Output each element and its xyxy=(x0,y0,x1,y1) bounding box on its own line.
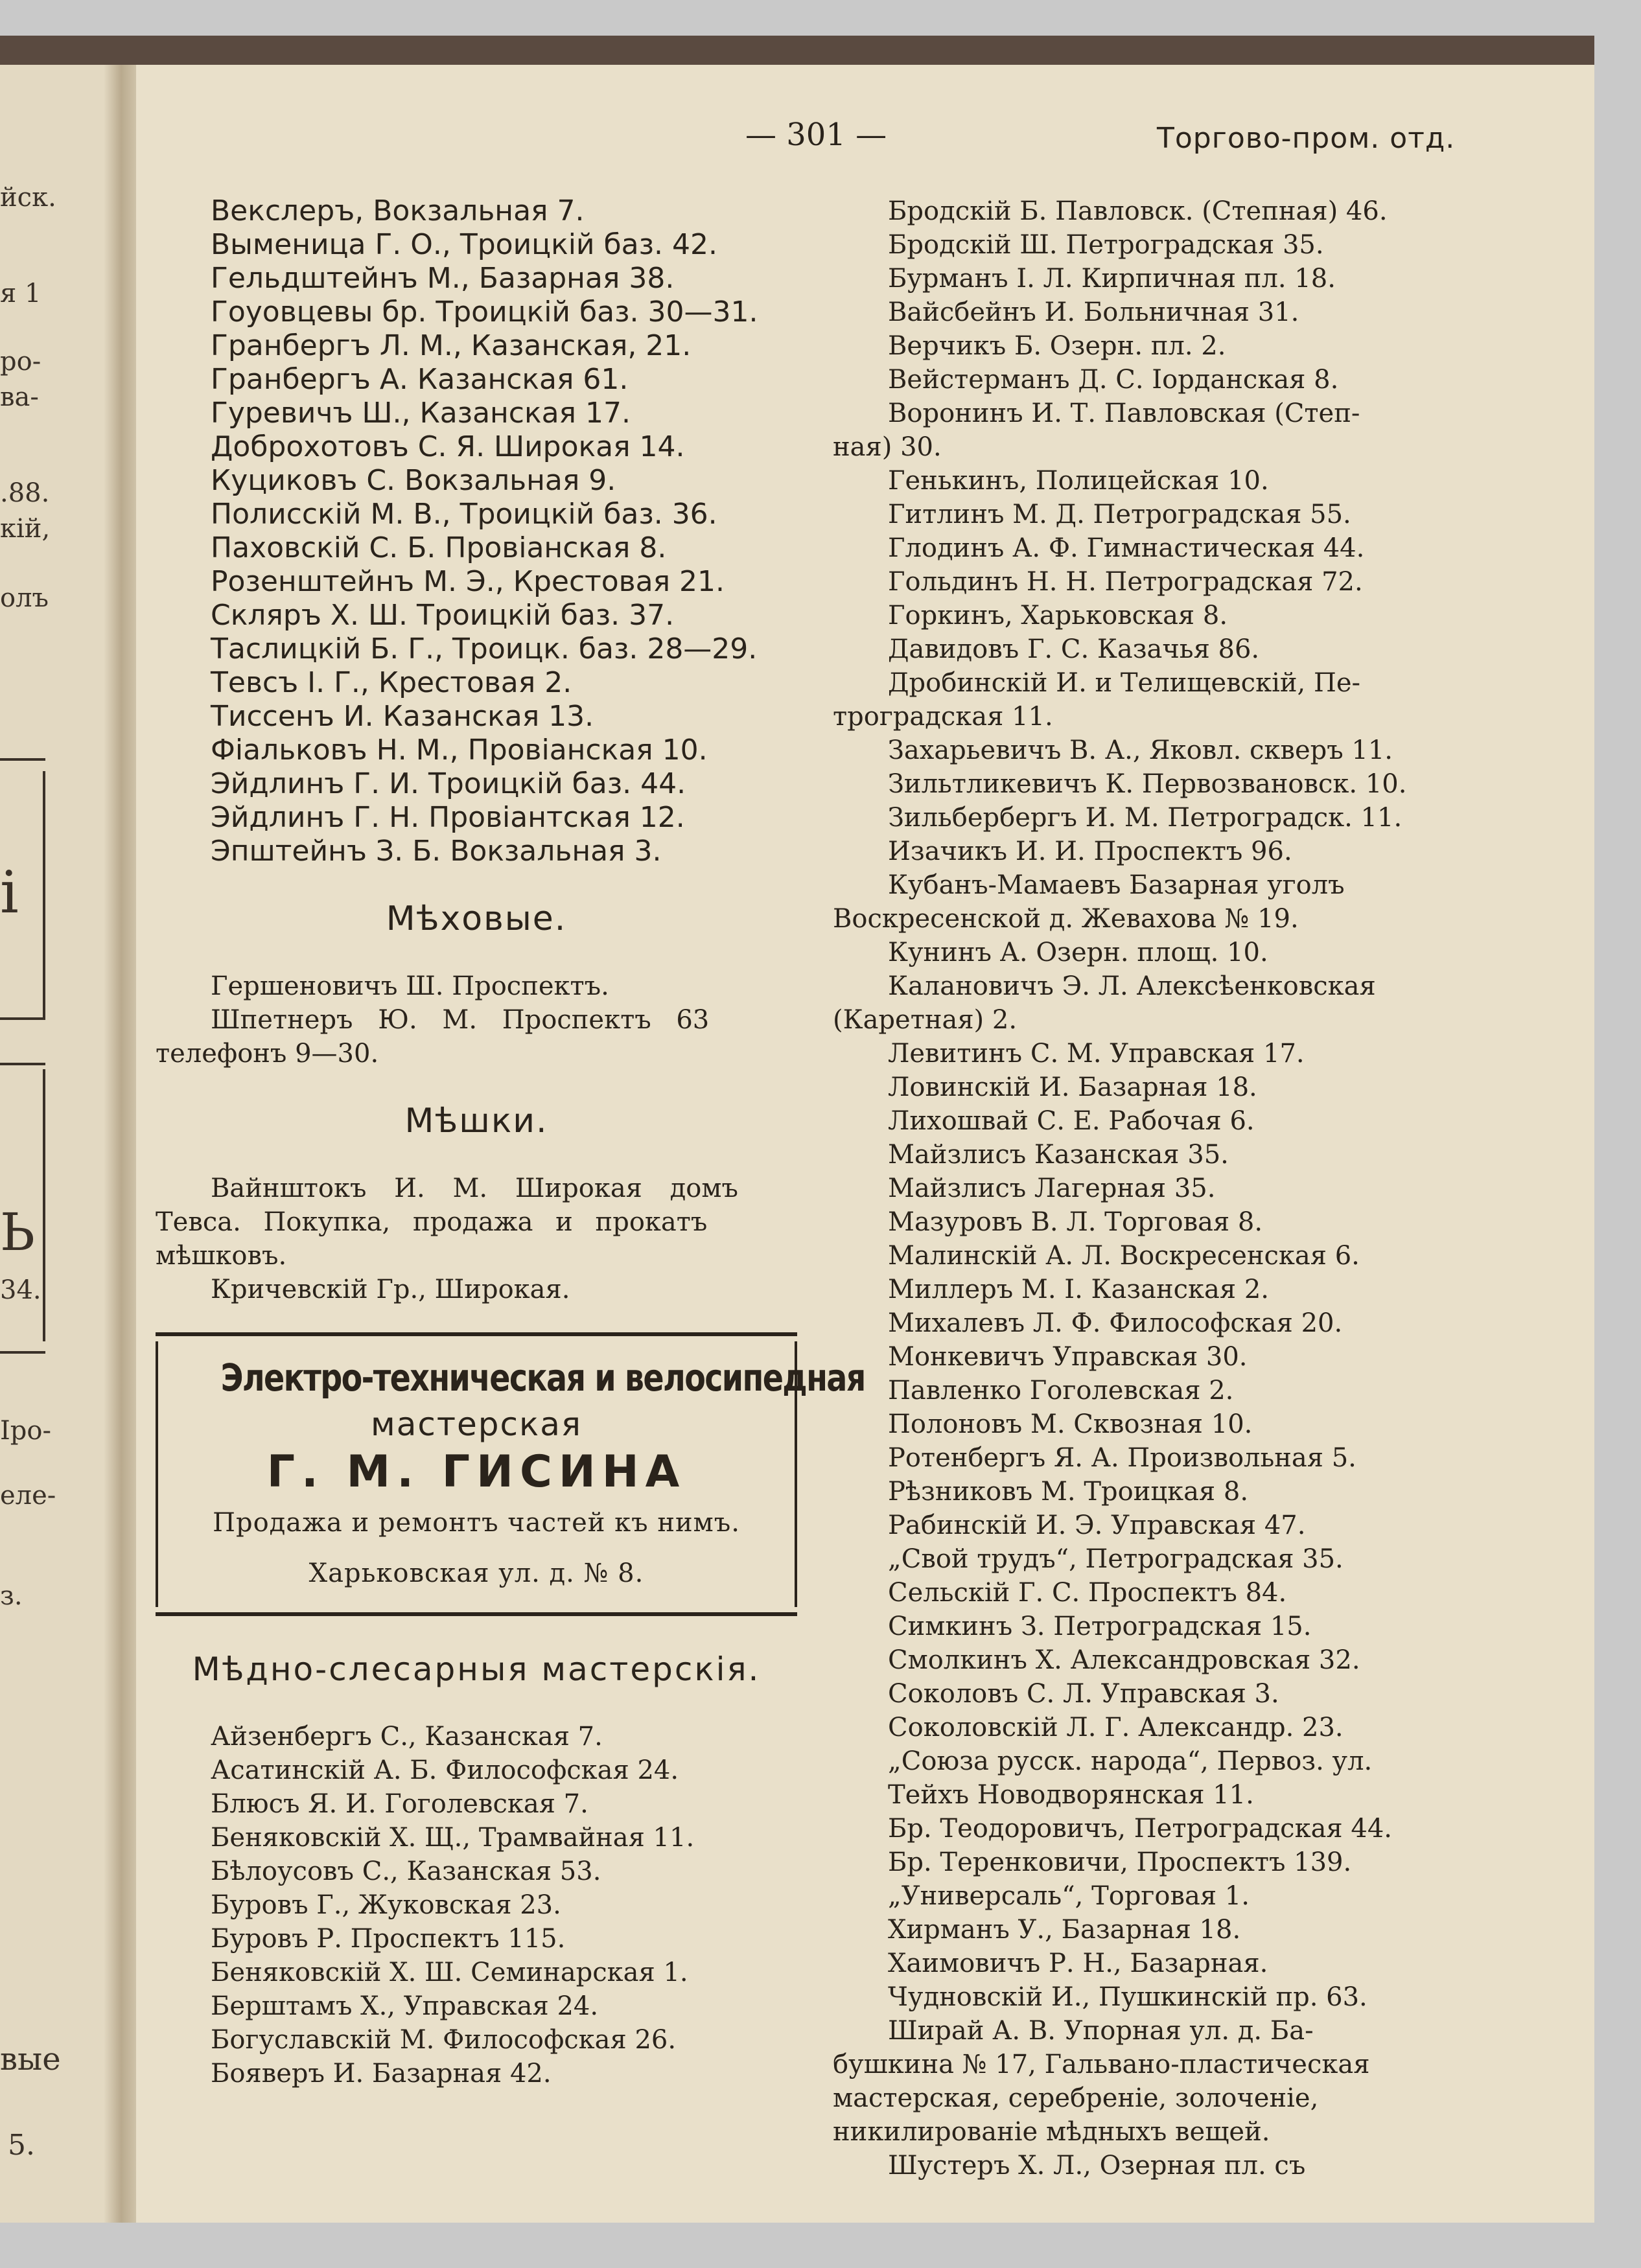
listing-entry xyxy=(833,1879,1478,1913)
ad-title: Электро-техническая и велосипедная xyxy=(220,1356,865,1400)
listing-entry: Буровъ Г., Жуковская 23. xyxy=(211,1890,561,1920)
listing-entry xyxy=(833,1407,1478,1441)
listing-entry-text: „Универсаль“, Торговая 1. xyxy=(888,1881,1250,1911)
left-fragment: з. xyxy=(0,1581,23,1611)
listing-entry: Берштамъ Х., Управская 24. xyxy=(211,1991,599,2021)
listing-entry: Бояверъ И. Базарная 42. xyxy=(211,2059,552,2089)
listing-entry xyxy=(833,397,1478,464)
listing-entry: Айзенбергъ С., Казанская 7. xyxy=(211,1722,603,1752)
left-fragment: еле- xyxy=(0,1481,56,1510)
listing-entry-continuation: (Каретная) 2. xyxy=(833,1005,1018,1035)
left-fragment: і xyxy=(0,859,19,927)
listing-entry-text: Кунинъ А. Озерн. площ. 10. xyxy=(888,938,1268,967)
listing-entry xyxy=(833,1812,1478,1846)
listing-entry xyxy=(833,632,1478,666)
listing-entry: Бѣлоусовъ С., Казанская 53. xyxy=(211,1857,601,1886)
listing-entry: телефонъ 9—30. xyxy=(156,1039,379,1069)
listing-entry xyxy=(833,767,1478,801)
listing-entry-continuation: бушкина № 17, Гальвано-пластическая мастерская, серебреніе, золоченіе, никилированіе мѣдныхъ вещей. xyxy=(833,2050,1370,2147)
listing-entry-text: Зильбербергъ И. М. Петроградск. 11. xyxy=(888,803,1402,833)
listing-entry-text: Миллеръ М. І. Казанская 2. xyxy=(888,1275,1269,1304)
left-fragment: ро- xyxy=(0,347,41,376)
listing-entry xyxy=(833,262,1478,295)
listing-entry: Тевсъ І. Г., Крестовая 2. xyxy=(211,666,572,699)
listing-entry xyxy=(833,498,1478,531)
listing-entry xyxy=(833,835,1478,868)
listing-entry-text: Смолкинъ Х. Александровская 32. xyxy=(888,1645,1360,1675)
listing-entry-text: Майзлисъ Лагерная 35. xyxy=(888,1174,1216,1203)
listing-entry xyxy=(833,228,1478,262)
ad-subtitle: мастерская xyxy=(371,1406,582,1443)
listing-entry-text: Ловинскій И. Базарная 18. xyxy=(888,1072,1257,1102)
listing-entry-text: Гитлинъ М. Д. Петроградская 55. xyxy=(888,500,1351,529)
listing-entry: Тевса. Покупка, продажа и прокатъ xyxy=(156,1207,708,1237)
listing-entry xyxy=(833,1104,1478,1138)
listing-entry-text: Левитинъ С. М. Управская 17. xyxy=(888,1039,1305,1069)
listing-entry: Паховскій С. Б. Провіанская 8. xyxy=(211,531,667,564)
listing-entry xyxy=(833,969,1478,1037)
left-rule xyxy=(0,1017,45,1020)
listing-entry-text: „Союза русск. народа“, Первоз. ул. xyxy=(888,1746,1373,1776)
section-heading-fur: Мѣховые. xyxy=(386,899,567,938)
listing-entry-text: Бр. Теренковичи, Проспектъ 139. xyxy=(888,1847,1352,1877)
listing-entry: Гуревичъ Ш., Казанская 17. xyxy=(211,397,631,430)
listing-entry-text: Соколовъ С. Л. Управская 3. xyxy=(888,1679,1279,1709)
listing-entry xyxy=(833,2014,1478,2149)
listing-entry xyxy=(833,1273,1478,1306)
advertisement-box xyxy=(156,1332,865,1616)
listing-entry-text: Верчикъ Б. Озерн. пл. 2. xyxy=(888,331,1226,361)
listing-entry xyxy=(833,734,1478,767)
listing-entry-text: Воронинъ И. Т. Павловская (Степ- xyxy=(888,399,1360,428)
ad-owner-name: Г. М. ГИСИНА xyxy=(266,1446,686,1498)
listing-entry-text: Полоновъ М. Сквозная 10. xyxy=(888,1409,1253,1439)
listing-entry: Беняковскій Х. Щ., Трамвайная 11. xyxy=(211,1823,695,1853)
listing-entry-text: Кубанъ-Мамаевъ Базарная уголъ xyxy=(888,870,1345,900)
listing-entry xyxy=(833,531,1478,565)
listing-entry xyxy=(833,1610,1478,1643)
left-fragment: 5. xyxy=(8,2129,35,2162)
listing-entry: Гоуовцевы бр. Троицкій баз. 30—31. xyxy=(211,295,758,329)
listing-entry-text: Сельскій Г. С. Проспектъ 84. xyxy=(888,1578,1287,1608)
listing-entry: Доброхотовъ С. Я. Широкая 14. xyxy=(211,430,685,463)
listing-entry xyxy=(833,666,1478,734)
listing-entry-text: Гольдинъ Н. Н. Петроградская 72. xyxy=(888,567,1363,597)
listing-block xyxy=(833,194,1478,2182)
listing-entry xyxy=(833,1441,1478,1475)
listing-entry: Тиссенъ И. Казанская 13. xyxy=(211,700,594,733)
listing-entry-text: Ширай А. В. Упорная ул. д. Ба- xyxy=(888,2016,1314,2046)
section-heading-bags: Мѣшки. xyxy=(404,1102,548,1140)
listing-entry xyxy=(833,1711,1478,1744)
left-fragment: ва- xyxy=(0,382,39,412)
listing-entry xyxy=(833,464,1478,498)
listing-entry: Богуславскій М. Философская 26. xyxy=(211,2025,677,2055)
listing-entry: Эпштейнъ З. Б. Вокзальная 3. xyxy=(211,835,662,868)
listing-entry: Выменица Г. О., Троицкій баз. 42. xyxy=(211,228,717,261)
listing-entry: Скляръ Х. Ш. Троицкій баз. 37. xyxy=(211,599,675,632)
left-rule xyxy=(0,1063,45,1065)
listing-entry xyxy=(833,1542,1478,1576)
listing-entry-text: Мазуровъ В. Л. Торговая 8. xyxy=(888,1207,1263,1237)
listing-entry xyxy=(833,1205,1478,1239)
listing-entry xyxy=(833,329,1478,363)
listing-entry xyxy=(833,2149,1478,2182)
listing-entry: Гершеновичъ Ш. Проспектъ. xyxy=(211,971,609,1001)
listing-entry: Эйдлинъ Г. И. Троицкій баз. 44. xyxy=(211,767,686,800)
left-rule xyxy=(43,771,45,1017)
listing-entry-continuation: Воскресенской д. Жевахова № 19. xyxy=(833,904,1299,934)
advertisement-frame xyxy=(156,1341,865,1607)
listing-entry xyxy=(833,194,1478,228)
listing-entry-text: Ротенбергъ Я. А. Произвольная 5. xyxy=(888,1443,1356,1473)
page-number: — 301 — xyxy=(745,117,887,153)
listing-entry-text: Давидовъ Г. С. Казачья 86. xyxy=(888,634,1260,664)
listing-entry: Шпетнеръ Ю. М. Проспектъ 63 xyxy=(211,1005,710,1035)
listing-entry: Беняковскій Х. Ш. Семинарская 1. xyxy=(211,1958,688,1987)
listing-entry-text: Зильтликевичъ К. Первозвановск. 10. xyxy=(888,769,1407,799)
left-fragment: Іро- xyxy=(0,1416,52,1446)
section-title: Торгово-пром. отд. xyxy=(1157,122,1456,155)
listing-entry: Асатинскій А. Б. Философская 24. xyxy=(211,1755,679,1785)
listing-entry-text: Хирманъ У., Базарная 18. xyxy=(888,1915,1241,1945)
left-fragment: Ь xyxy=(0,1202,35,1262)
left-fragment: .88. xyxy=(0,478,50,508)
listing-entry: Эйдлинъ Г. Н. Провіантская 12. xyxy=(211,801,685,834)
listing-entry xyxy=(833,599,1478,632)
listing-entry xyxy=(833,868,1478,936)
left-rule xyxy=(0,1351,45,1354)
listing-block xyxy=(156,194,797,868)
listing-entry-text: Захарьевичъ В. А., Яковл. скверъ 11. xyxy=(888,735,1393,765)
listing-entry xyxy=(833,1947,1478,1980)
listing-entry xyxy=(833,1643,1478,1677)
left-fragment: я 1 xyxy=(0,279,41,308)
listing-entry xyxy=(833,1744,1478,1778)
listing-entry xyxy=(833,1306,1478,1340)
listing-entry-text: Соколовскій Л. Г. Александр. 23. xyxy=(888,1713,1344,1742)
listing-entry: Кричевскій Гр., Широкая. xyxy=(211,1275,570,1304)
listing-entry: Фіальковъ Н. М., Провіанская 10. xyxy=(211,734,708,767)
listing-entry: Векслеръ, Вокзальная 7. xyxy=(211,194,585,227)
section-heading-copper: Мѣдно-слесарныя мастерскія. xyxy=(192,1650,761,1688)
listing-entry xyxy=(833,1374,1478,1407)
listing-entry xyxy=(833,363,1478,397)
listing-entry xyxy=(833,1239,1478,1273)
listing-entry: Гранбергъ А. Казанская 61. xyxy=(211,363,629,396)
listing-entry-text: Лихошвай С. Е. Рабочая 6. xyxy=(888,1106,1255,1136)
left-fragment: олъ xyxy=(0,583,49,613)
listing-entry-text: Рѣзниковъ М. Троицкая 8. xyxy=(888,1477,1249,1507)
left-rule xyxy=(43,1069,45,1341)
listing-block xyxy=(156,1720,797,2090)
listing-entry xyxy=(833,1509,1478,1542)
listing-block xyxy=(156,1172,797,1306)
listing-entry xyxy=(833,1778,1478,1812)
listing-entry-text: Горкинъ, Харьковская 8. xyxy=(888,601,1228,631)
listing-entry-text: Бурманъ І. Л. Кирпичная пл. 18. xyxy=(888,264,1336,294)
listing-entry: мѣшковъ. xyxy=(156,1241,287,1271)
listing-entry: Розенштейнъ М. Э., Крестовая 21. xyxy=(211,565,725,598)
listing-entry-text: Бродскій Б. Павловск. (Степная) 46. xyxy=(888,196,1388,226)
listing-entry: Вайнштокъ И. М. Широкая домъ xyxy=(211,1174,738,1203)
listing-entry-text: Майзлисъ Казанская 35. xyxy=(888,1140,1229,1170)
listing-entry xyxy=(833,801,1478,835)
listing-entry xyxy=(833,1576,1478,1610)
listing-entry-text: Малинскій А. Л. Воскресенская 6. xyxy=(888,1241,1360,1271)
left-column xyxy=(156,194,865,2090)
listing-entry xyxy=(833,1070,1478,1104)
listing-entry: Полисскій М. В., Троицкій баз. 36. xyxy=(211,498,717,531)
listing-entry-text: Симкинъ З. Петроградская 15. xyxy=(888,1612,1312,1641)
listing-entry-text: Глодинъ А. Ф. Гимнастическая 44. xyxy=(888,533,1365,563)
listing-entry xyxy=(833,1677,1478,1711)
listing-entry xyxy=(833,1475,1478,1509)
left-fragment: вые xyxy=(0,2041,61,2077)
listing-entry-text: Чудновскій И., Пушкинскій пр. 63. xyxy=(888,1982,1368,2012)
listing-entry-text: Бр. Теодоровичъ, Петроградская 44. xyxy=(888,1814,1392,1844)
listing-entry-text: Дробинскій И. и Телищевскій, Пе- xyxy=(888,668,1361,698)
listing-entry-text: Шустеръ Х. Л., Озерная пл. съ xyxy=(888,2151,1306,2181)
listing-entry-text: Вейстерманъ Д. С. Іорданская 8. xyxy=(888,365,1339,395)
listing-entry xyxy=(833,1913,1478,1947)
listing-entry: Блюсъ Я. И. Гоголевская 7. xyxy=(211,1789,588,1819)
listing-entry: Гранбергъ Л. М., Казанская, 21. xyxy=(211,329,692,362)
listing-entry-text: Михалевъ Л. Ф. Философская 20. xyxy=(888,1308,1343,1338)
left-rule xyxy=(0,758,45,761)
ad-address: Харьковская ул. д. № 8. xyxy=(308,1558,644,1588)
left-fragment: йск. xyxy=(0,183,56,213)
listing-entry-continuation: ная) 30. xyxy=(833,432,942,462)
listing-entry xyxy=(833,1037,1478,1070)
listing-block xyxy=(156,969,797,1070)
listing-entry-text: Тейхъ Новодворянская 11. xyxy=(888,1780,1254,1810)
listing-entry-text: Калановичъ Э. Л. Алексѣенковская xyxy=(888,971,1376,1001)
listing-entry-text: Хаимовичъ Р. Н., Базарная. xyxy=(888,1949,1268,1978)
listing-entry-text: Генькинъ, Полицейская 10. xyxy=(888,466,1269,496)
listing-entry-continuation: троградская 11. xyxy=(833,702,1053,732)
listing-entry-text: Рабинскій И. Э. Управская 47. xyxy=(888,1510,1306,1540)
left-fragment: 34. xyxy=(0,1275,41,1305)
listing-entry: Гельдштейнъ М., Базарная 38. xyxy=(211,262,675,295)
ad-description: Продажа и ремонтъ частей къ нимъ. xyxy=(213,1508,740,1538)
listing-entry xyxy=(833,1138,1478,1172)
listing-entry xyxy=(833,1340,1478,1374)
listing-entry xyxy=(833,1980,1478,2014)
right-column xyxy=(833,194,1478,2182)
listing-entry xyxy=(833,1172,1478,1205)
listing-entry xyxy=(833,936,1478,969)
listing-entry-text: Бродскій Ш. Петроградская 35. xyxy=(888,230,1324,260)
listing-entry-text: Павленко Гоголевская 2. xyxy=(888,1376,1234,1406)
listing-entry-text: Монкевичъ Управская 30. xyxy=(888,1342,1248,1372)
listing-entry xyxy=(833,1846,1478,1879)
listing-entry: Куциковъ С. Вокзальная 9. xyxy=(211,464,616,497)
listing-entry: Буровъ Р. Проспектъ 115. xyxy=(211,1924,566,1954)
left-fragment: кій, xyxy=(0,514,51,544)
listing-entry-text: Изачикъ И. И. Проспектъ 96. xyxy=(888,837,1292,866)
listing-entry xyxy=(833,565,1478,599)
listing-entry: Таслицкій Б. Г., Троицк. баз. 28—29. xyxy=(211,632,758,665)
listing-entry-text: Вайсбейнъ И. Больничная 31. xyxy=(888,297,1299,327)
listing-entry xyxy=(833,295,1478,329)
listing-entry-text: „Свой трудъ“, Петроградская 35. xyxy=(888,1544,1344,1574)
